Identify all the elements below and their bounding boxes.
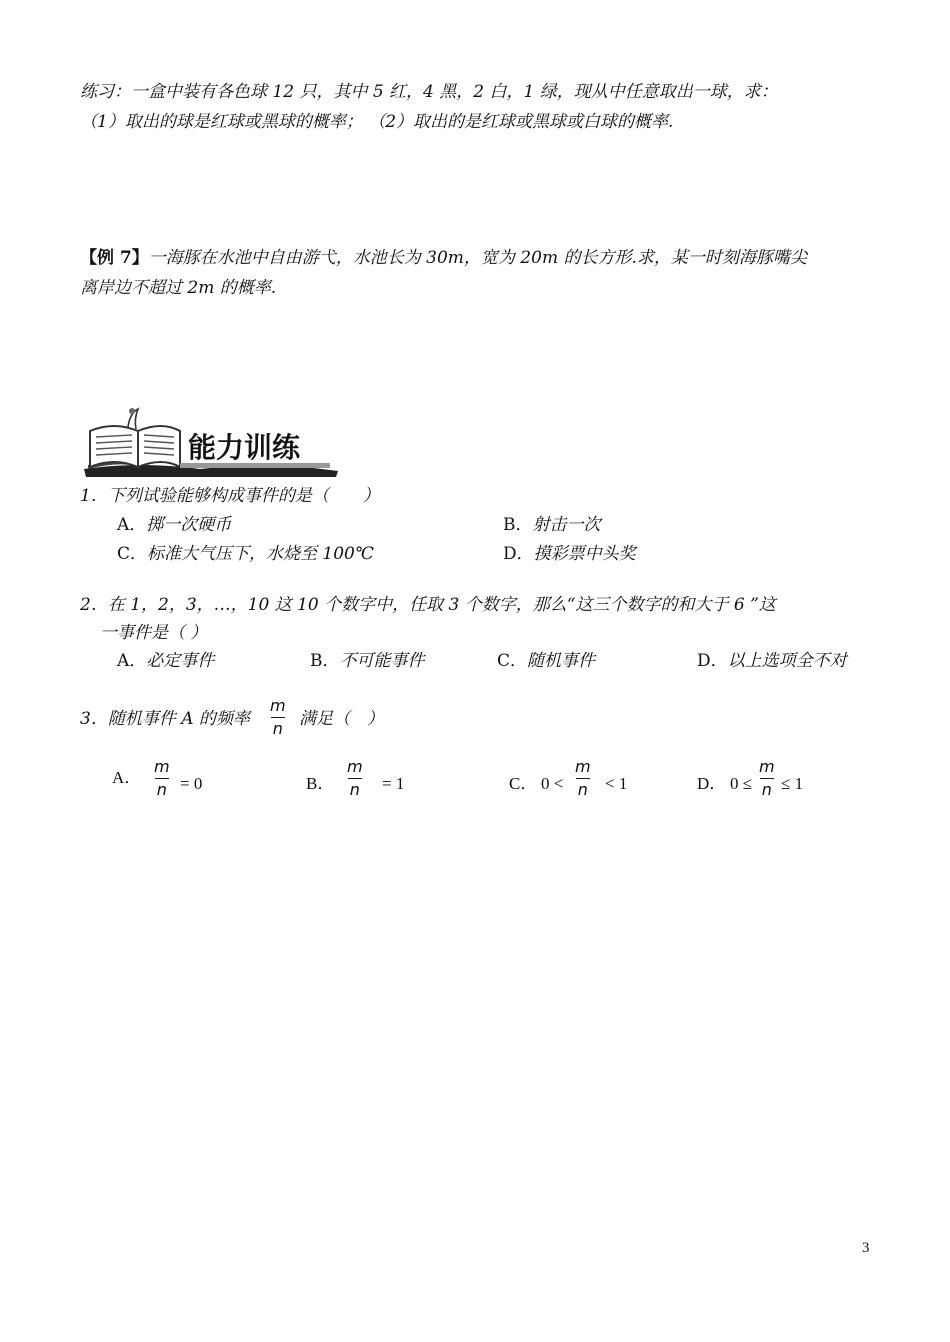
open-book-icon [80, 405, 342, 477]
fraction-bar [348, 778, 362, 779]
q1-option-b-text: 射击一次 [532, 515, 601, 535]
section-banner [80, 405, 342, 477]
q3-option-b-frac-den: n [349, 780, 360, 799]
q1-option-d-text: 摸彩票中头奖 [533, 544, 636, 564]
q2-option-c [497, 649, 595, 673]
q3-option-a-frac-den: n [156, 780, 167, 799]
q3-option-d-frac-num: m [759, 757, 775, 776]
q2-option-b-label: B． [310, 651, 340, 671]
q3-option-d-label: D． [697, 774, 727, 793]
q3-option-c-fraction [575, 758, 591, 799]
q2-option-a-text: 必定事件 [146, 651, 215, 671]
q3-option-c-suffix: < 1 [605, 774, 628, 793]
practice-line-2: （1）取出的球是红球或黑球的概率； （2）取出的是红球或黑球或白球的概率. [80, 112, 674, 132]
q2-option-d-text: 以上选项全不对 [727, 651, 847, 671]
q2-option-a [117, 649, 214, 673]
q3-option-b-suffix: = 1 [382, 774, 405, 793]
fraction-bar [271, 717, 285, 718]
q3-stem-after: 满足（ ） [299, 709, 384, 729]
q3-option-a-suffix: = 0 [180, 774, 203, 793]
example-7-text-1: 一海豚在水池中自由游弋，水池长为 30m，宽为 20m 的长方形.求，某一时刻海豚嘴尖 [148, 248, 807, 268]
q1-option-b [503, 513, 601, 537]
q1-option-c-text: 标准大气压下，水烧至 100℃ [147, 544, 374, 564]
q3-option-d-frac-den: n [761, 780, 772, 799]
q3-option-a-fraction [154, 758, 170, 799]
q3-option-b-frac-num: m [347, 757, 363, 776]
q1-option-a [117, 513, 231, 537]
q3-option-c-prefix: 0 < [541, 774, 564, 793]
q2-option-b-text: 不可能事件 [339, 651, 425, 671]
q3-option-c-label: C． [509, 774, 538, 793]
q2-option-d-label: D． [697, 651, 728, 671]
q3-option-b-label: B． [306, 774, 335, 793]
example-7-line-1 [80, 246, 807, 270]
page-number: 3 [862, 1240, 870, 1256]
q3-option-d-suffix: ≤ 1 [781, 774, 804, 793]
q3-option-d-prefix: 0 ≤ [730, 774, 753, 793]
q3-stem-frac-den: n [272, 719, 283, 738]
q3-option-c-frac-num: m [575, 757, 591, 776]
q3-stem-fraction [270, 697, 286, 738]
q1-option-c-label: C． [117, 544, 148, 564]
example-7-tag: 【例 7】 [80, 248, 149, 268]
q1-stem: 1．下列试验能够构成事件的是（ ） [80, 486, 380, 506]
q3-option-c-frac-den: n [577, 780, 588, 799]
q3-stem-before: 3．随机事件 A 的频率 [80, 709, 250, 729]
fraction-bar [576, 778, 590, 779]
q2-line-1: 2．在 1，2，3，…，10 这 10 个数字中，任取 3 个数字，那么“这三个数字的和大于 6 ”这 [80, 595, 776, 615]
fraction-bar [155, 778, 169, 779]
q3-option-d-fraction [759, 758, 775, 799]
q3-stem-frac-num: m [270, 696, 286, 715]
section-banner-title: 能力训练 [188, 431, 301, 464]
fraction-bar [760, 778, 774, 779]
q3-option-b-fraction [347, 758, 363, 799]
q1-option-a-label: A． [117, 515, 147, 535]
q3-option-a-label: A． [112, 768, 142, 787]
q1-option-c [117, 542, 374, 566]
q1-option-a-text: 掷一次硬币 [146, 515, 232, 535]
q2-option-d [697, 649, 847, 673]
q1-option-d [503, 542, 636, 566]
q2-option-c-label: C． [497, 651, 528, 671]
q1-option-d-label: D． [503, 544, 534, 564]
q2-option-a-label: A． [117, 651, 147, 671]
q2-line-2: 一事件是（ ） [100, 623, 208, 643]
q2-option-c-text: 随机事件 [527, 651, 596, 671]
q3-option-a-frac-num: m [154, 757, 170, 776]
practice-line-1: 练习：一盒中装有各色球 12 只，其中 5 红，4 黑，2 白，1 绿，现从中任意取出一球，求： [80, 82, 778, 102]
q1-option-b-label: B． [503, 515, 533, 535]
q2-option-b [310, 649, 425, 673]
example-7-line-2: 离岸边不超过 2m 的概率. [80, 278, 277, 298]
